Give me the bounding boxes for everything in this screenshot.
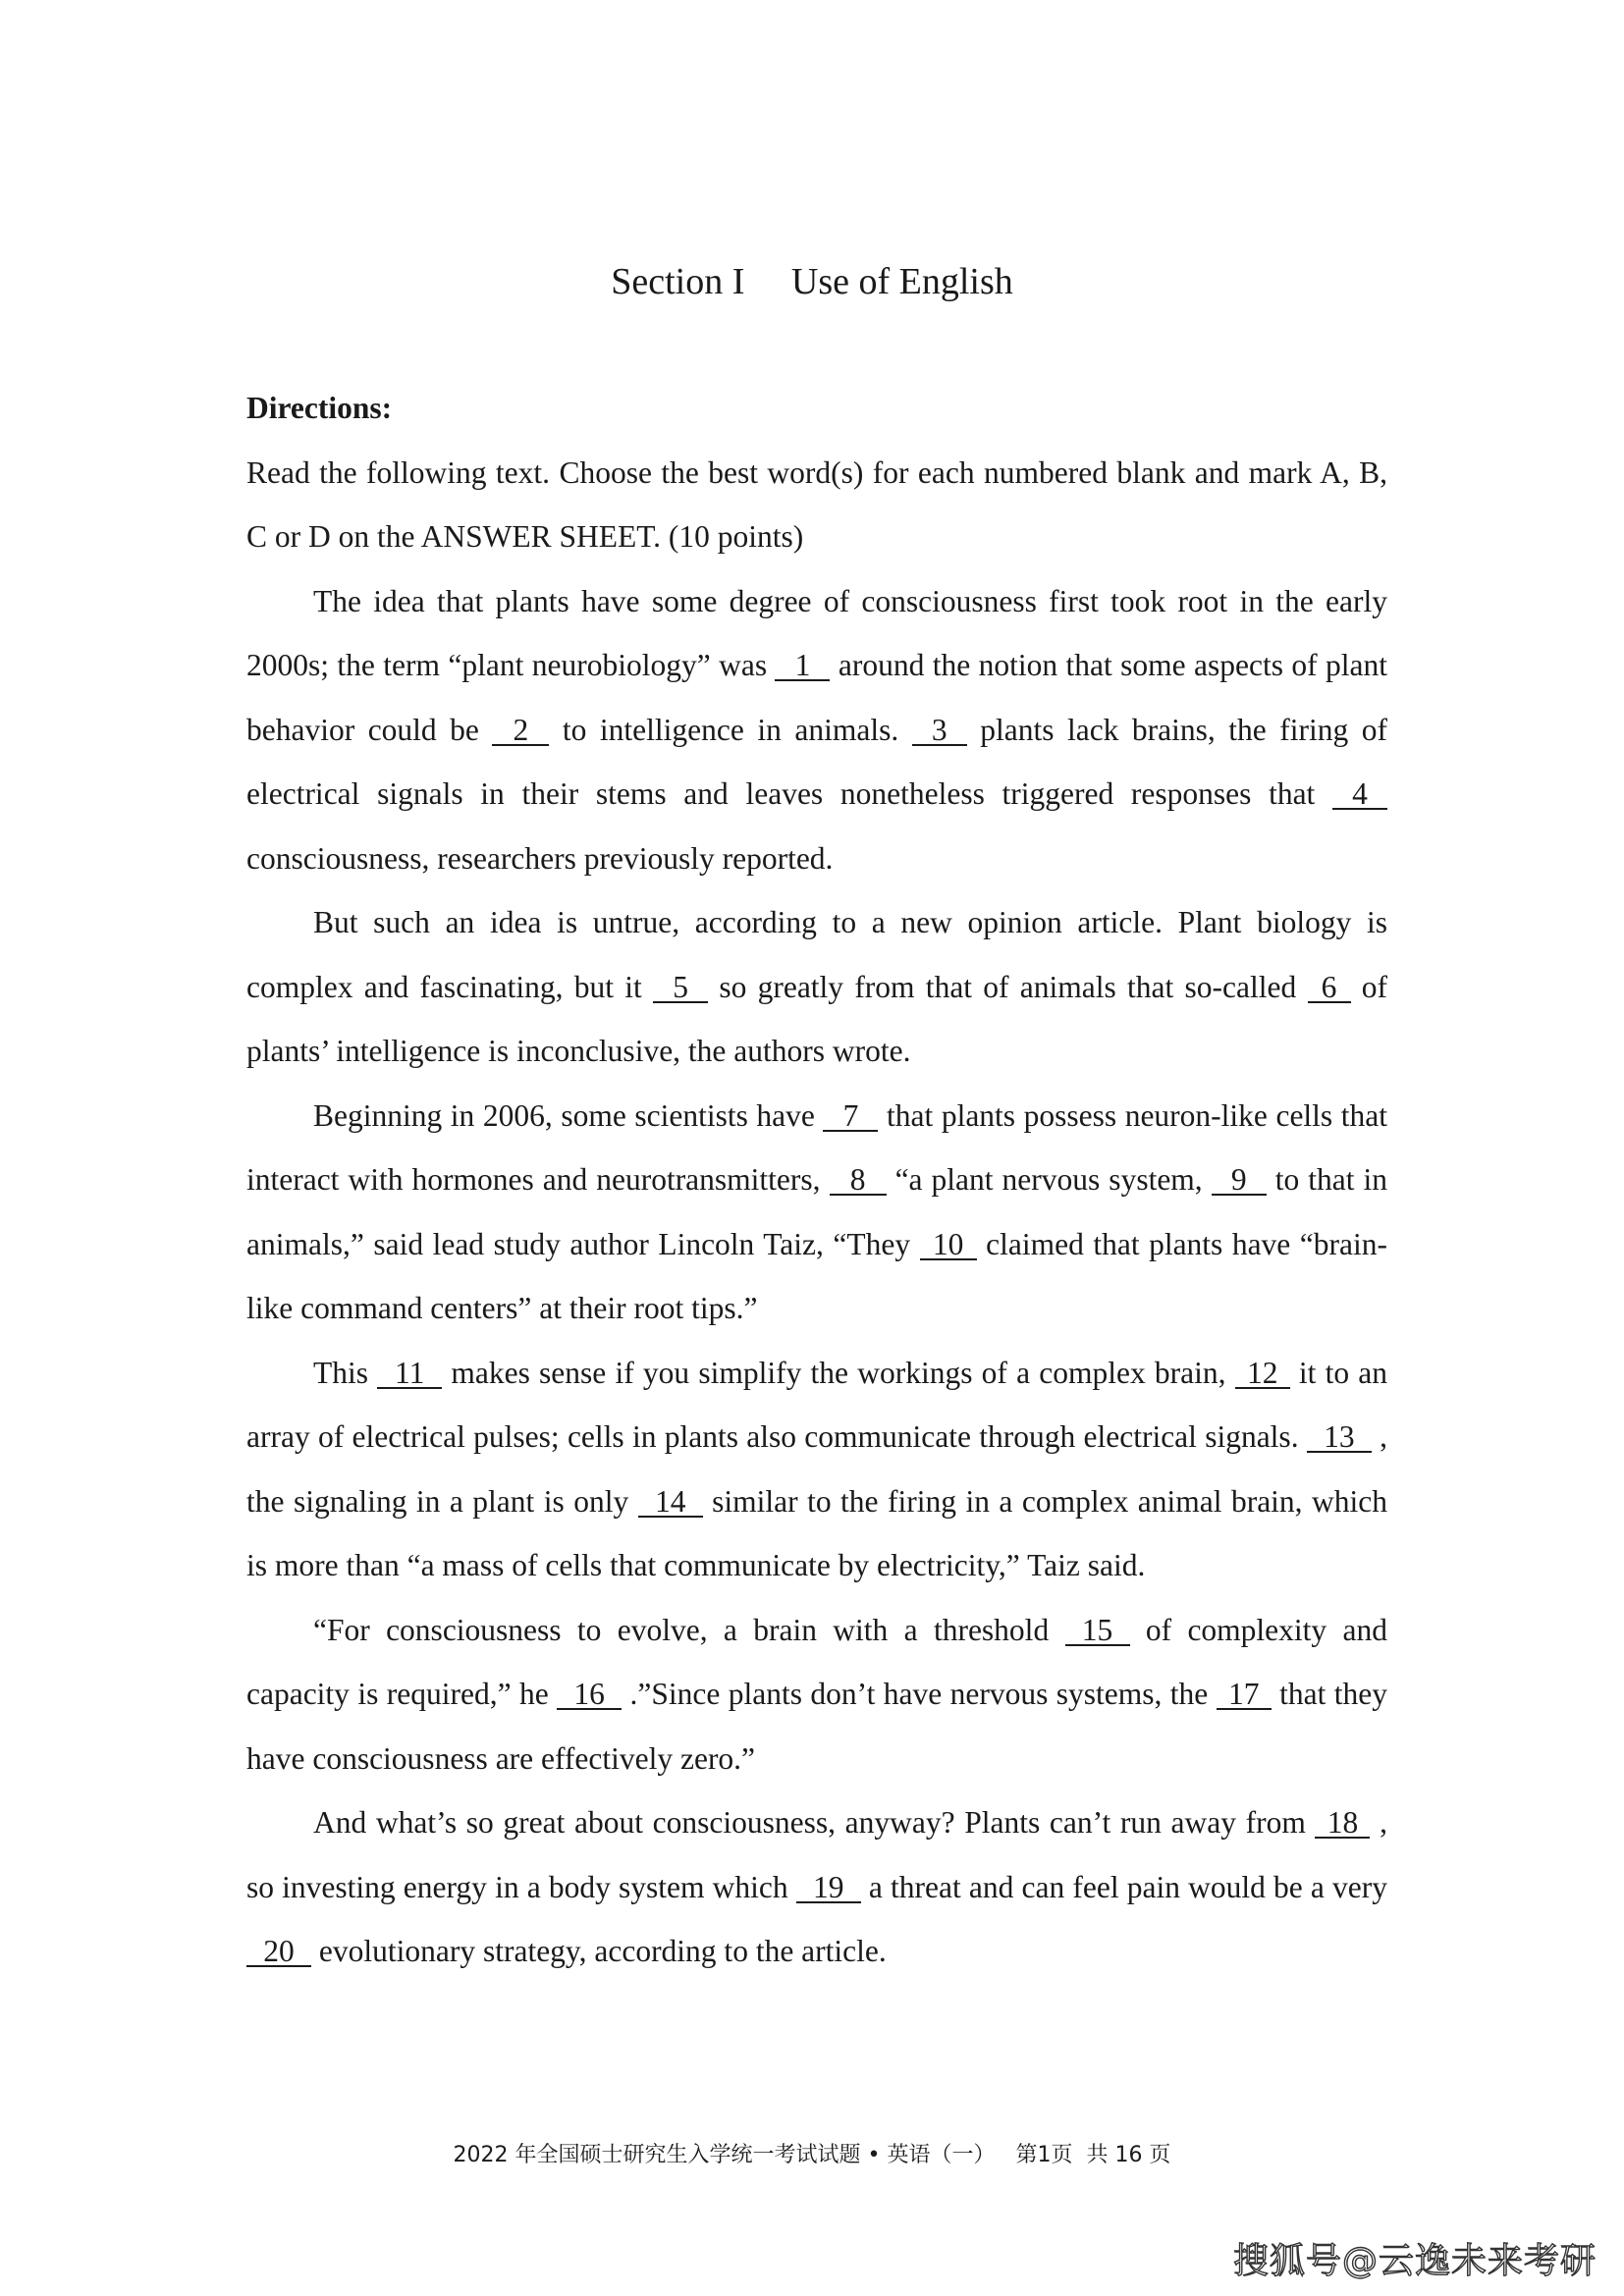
blank-6: 6 [1308,974,1351,1003]
blank-14: 14 [638,1488,703,1518]
passage-text: “a plant nervous system, [886,1162,1212,1197]
blank-7: 7 [823,1102,878,1132]
blank-10: 10 [920,1231,977,1260]
passage-text: This [313,1355,378,1390]
blank-11: 11 [377,1360,442,1389]
blank-12: 12 [1235,1360,1290,1389]
blank-5: 5 [653,974,708,1003]
passage-text: so greatly from that of animals that so-called [708,969,1308,1004]
blank-13: 13 [1307,1423,1372,1453]
passage-paragraph-5 [246,1598,1387,1791]
passage-text: of complexity and capacity is required,” he [246,1612,1387,1711]
passage-text: to intelligence in animals. [549,712,912,747]
passage-text: “For consciousness to evolve, a brain with a threshold [313,1612,1065,1647]
passage-paragraph-3 [246,1084,1387,1341]
blank-9: 9 [1212,1166,1267,1196]
passage-text: claimed that plants have “brain-like command centers” at their root tips.” [246,1226,1387,1325]
passage-text: around the notion that some aspects of plant behavior could be [246,648,1387,747]
blank-4: 4 [1332,780,1387,810]
passage-text: plants lack brains, the firing of electrical signals in their stems and leaves nonetheless triggered responses that [246,712,1387,811]
blank-18: 18 [1315,1809,1370,1839]
blank-20: 20 [246,1938,311,1967]
exam-body [246,376,1387,1984]
watermark: 搜狐号@云逸未来考研 [1232,2241,1597,2281]
passage-text: that they have consciousness are effectively zero.” [246,1677,1387,1776]
passage-text: makes sense if you simplify the workings of a complex brain, [442,1355,1235,1390]
blank-19: 19 [796,1874,861,1903]
passage-text: of plants’ intelligence is inconclusive, the authors wrote. [246,969,1387,1068]
passage-text: , the signaling in a plant is only [246,1419,1388,1519]
blank-8: 8 [830,1166,887,1196]
blank-1: 1 [775,652,830,681]
passage-text: The idea that plants have some degree of consciousness first took root in the early 2000s; the term “plant neurobiology” was [246,583,1387,682]
blank-15: 15 [1065,1617,1130,1646]
passage-text: And what’s so great about consciousness, anyway? Plants can’t run away from [313,1805,1316,1840]
passage-paragraph-2 [246,890,1387,1084]
passage-text: Beginning in 2006, some scientists have [313,1097,824,1133]
passage-text: that plants possess neuron-like cells that interact with hormones and neurotransmitters, [246,1097,1387,1197]
directions-label: Directions: [246,391,393,425]
passage-text: But such an idea is untrue, according to a new opinion article. Plant biology is complex and fascinating, but it [246,905,1387,1004]
passage-paragraph-4 [246,1341,1387,1598]
section-title: Section I Use of English [611,261,1013,302]
blank-17: 17 [1217,1681,1272,1710]
passage-text: similar to the firing in a complex animal brain, which is more than “a mass of cells that communicate by electricity,” Taiz said. [246,1483,1387,1582]
passage-paragraph-6 [246,1790,1387,1984]
directions-text: Read the following text. Choose the best word(s) for each numbered blank and mark A, B, C or D on the ANSWER SHEET. (10 points) [246,454,1387,554]
passage-text: , so investing energy in a body system which [246,1805,1387,1904]
passage-text: to that in animals,” said lead study author Lincoln Taiz, “They [246,1162,1387,1261]
passage-text: .”Since plants don’t have nervous systems, the [622,1677,1217,1711]
blank-16: 16 [557,1681,622,1710]
page-footer: 2022 年全国硕士研究生入学统一考试试题 • 英语（一） 第1页 共 16 页 [453,2143,1171,2167]
passage-text: evolutionary strategy, according to the article. [311,1934,887,1968]
passage-text: consciousness, researchers previously reported. [246,840,834,876]
blank-3: 3 [912,717,967,746]
passage-paragraph-1 [246,569,1387,891]
blank-2: 2 [492,717,549,746]
passage-text: it to an array of electrical pulses; cells in plants also communicate through electrical signals. [246,1355,1387,1454]
passage-text: a threat and can feel pain would be a very [860,1869,1387,1904]
